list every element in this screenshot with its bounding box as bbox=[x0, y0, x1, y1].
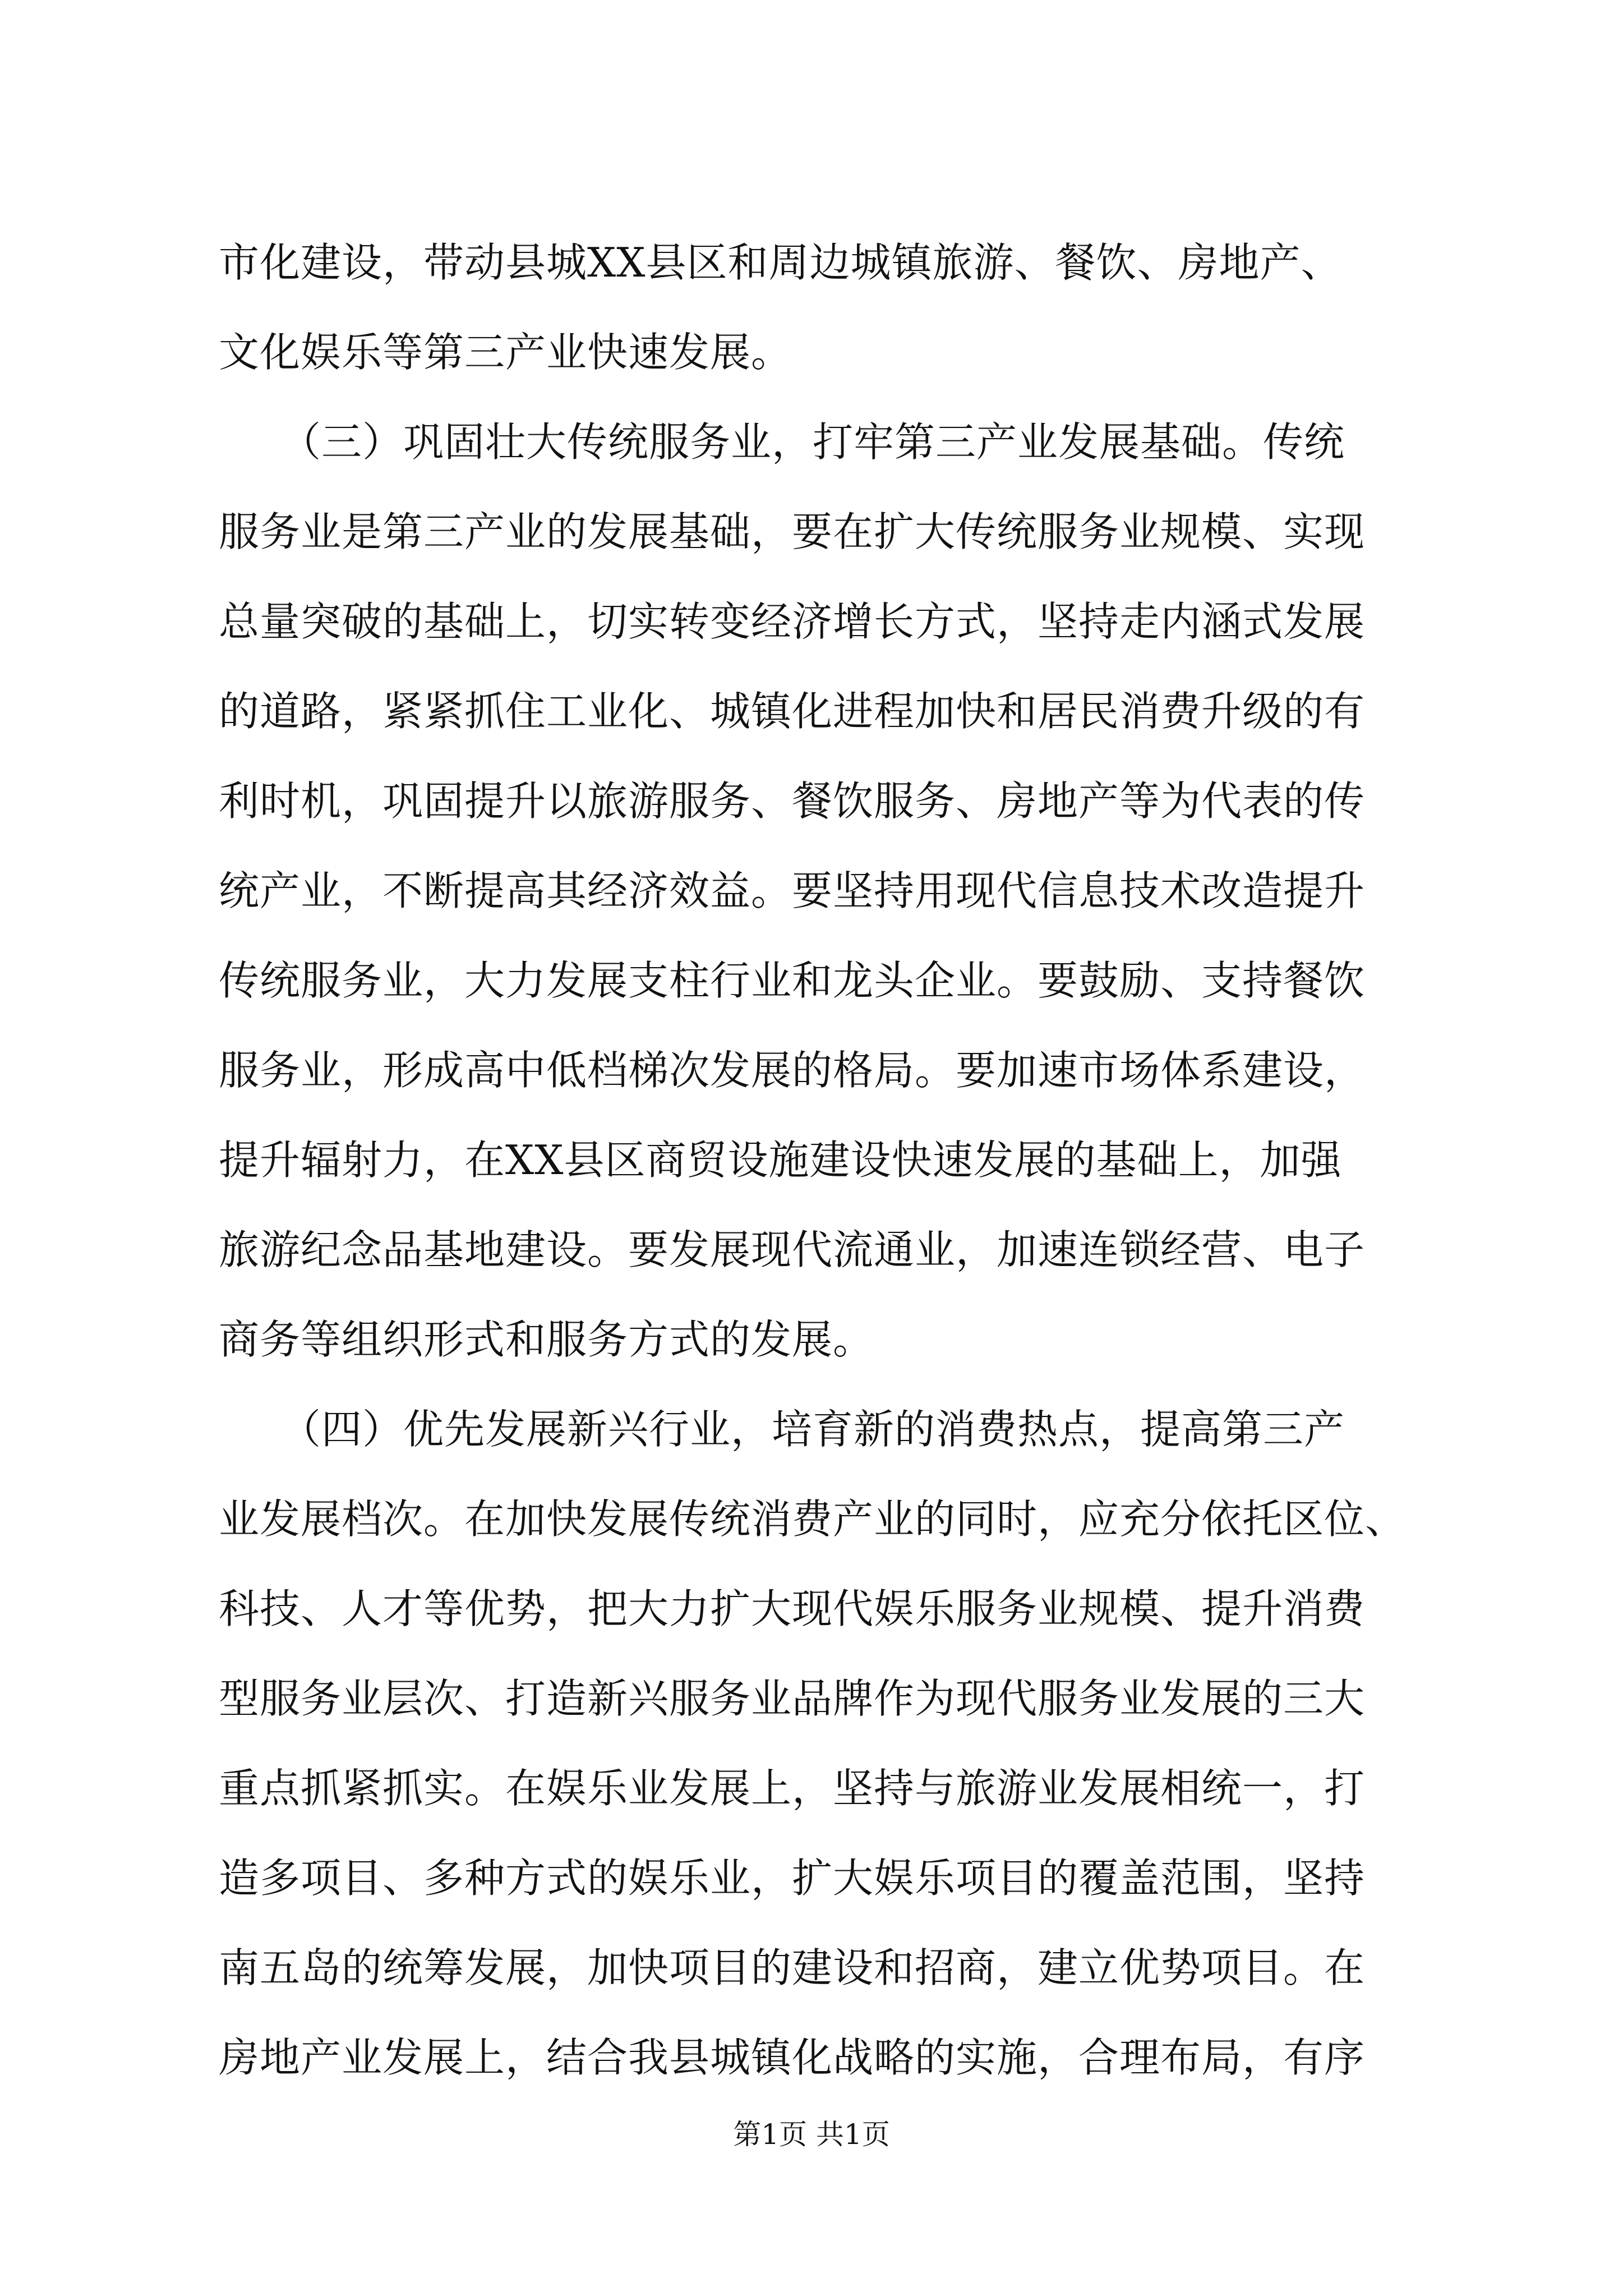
text-line: 服务业是第三产业的发展基础，要在扩大传统服务业规模、实现 bbox=[219, 508, 1366, 555]
text-line: 房地产业发展上，结合我县城镇化战略的实施，合理布局，有序 bbox=[219, 2034, 1366, 2081]
text-line: 业发展档次。在加快发展传统消费产业的同时，应充分依托区位、 bbox=[219, 1496, 1407, 1543]
text-line: 市化建设，带动县城XX县区和周边城镇旅游、餐饮、房地产、 bbox=[219, 239, 1342, 286]
text-line: 的道路，紧紧抓住工业化、城镇化进程加快和居民消费升级的有 bbox=[219, 688, 1366, 735]
text-line: 统产业，不断提高其经济效益。要坚持用现代信息技术改造提升 bbox=[219, 867, 1366, 914]
text-line: 总量突破的基础上，切实转变经济增长方式，坚持走内涵式发展 bbox=[219, 598, 1366, 645]
paragraph-heading-line: （四）优先发展新兴行业，培育新的消费热点，提高第三产 bbox=[219, 1406, 1345, 1453]
page-footer: 第1页 共1页 bbox=[733, 2118, 890, 2151]
text-line: 南五岛的统筹发展，加快项目的建设和招商，建立优势项目。在 bbox=[219, 1944, 1366, 1991]
text-line: 利时机，巩固提升以旅游服务、餐饮服务、房地产等为代表的传 bbox=[219, 777, 1366, 825]
text-line: 型服务业层次、打造新兴服务业品牌作为现代服务业发展的三大 bbox=[219, 1675, 1366, 1722]
paragraph-heading-line: （三）巩固壮大传统服务业，打牢第三产业发展基础。传统 bbox=[219, 418, 1345, 466]
text-line: 重点抓紧抓实。在娱乐业发展上，坚持与旅游业发展相统一，打 bbox=[219, 1765, 1366, 1812]
text-line: 商务等组织形式和服务方式的发展。 bbox=[219, 1316, 874, 1363]
text-line: 服务业，形成高中低档梯次发展的格局。要加速市场体系建设， bbox=[219, 1047, 1366, 1094]
text-line: 传统服务业，大力发展支柱行业和龙头企业。要鼓励、支持餐饮 bbox=[219, 957, 1366, 1004]
text-line: 旅游纪念品基地建设。要发展现代流通业，加速连锁经营、电子 bbox=[219, 1226, 1366, 1273]
text-line: 造多项目、多种方式的娱乐业，扩大娱乐项目的覆盖范围，坚持 bbox=[219, 1855, 1366, 1902]
text-line: 提升辐射力，在XX县区商贸设施建设快速发展的基础上，加强 bbox=[219, 1137, 1342, 1184]
text-line: 文化娱乐等第三产业快速发展。 bbox=[219, 329, 792, 376]
text-line: 科技、人才等优势，把大力扩大现代娱乐服务业规模、提升消费 bbox=[219, 1585, 1366, 1632]
